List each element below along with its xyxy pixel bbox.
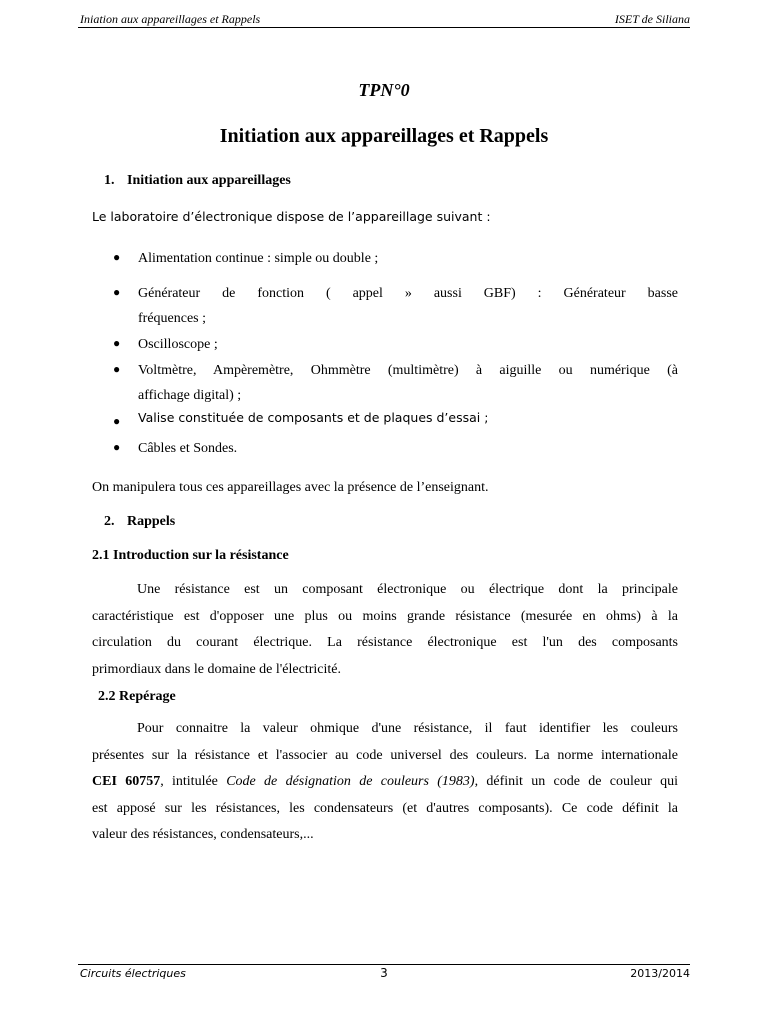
list-item: Générateur de fonction ( appel » aussi GBF) : Générateur basse	[138, 286, 678, 301]
paragraph-line: circulation du courant électrique. La résistance électronique est l'un des composants	[92, 635, 678, 651]
section1-number: 1.	[104, 173, 115, 188]
header-divider	[78, 27, 690, 28]
list-item-continuation: fréquences ;	[138, 311, 207, 326]
section1-title: Initiation aux appareillages	[127, 173, 291, 188]
norm-title: Code de désignation de couleurs (1983)	[226, 774, 475, 790]
section1-closing: On manipulera tous ces appareillages avec la présence de l’enseignant.	[92, 480, 489, 495]
page-title: Initiation aux appareillages et Rappels	[219, 125, 549, 147]
paragraph-line: Pour connaitre la valeur ohmique d'une résistance, il faut identifier les couleurs	[137, 721, 678, 736]
tp-number: TPN°0	[358, 80, 410, 100]
bullet-icon: ●	[113, 362, 121, 376]
footer-year: 2013/2014	[630, 967, 690, 980]
paragraph-line: Une résistance est un composant électronique ou électrique dont la principale	[137, 582, 678, 597]
bullet-icon: ●	[113, 250, 121, 264]
footer-divider	[78, 964, 690, 965]
bullet-icon: ●	[113, 440, 121, 454]
subsection-2-1-paragraph	[92, 577, 678, 683]
section2-title: Rappels	[127, 514, 176, 529]
list-item: Oscilloscope ;	[138, 337, 218, 352]
paragraph-line: valeur des résistances, condensateurs,...	[92, 827, 314, 843]
section2-number: 2.	[104, 514, 115, 529]
paragraph-line: caractéristique est d'opposer une plus ou moins grande résistance (mesurée en ohms) à la	[92, 608, 678, 624]
bullet-icon: ●	[113, 285, 121, 299]
paragraph-line: est apposé sur les résistances, les condensateurs (et d'autres composants). Ce code définit la	[92, 800, 678, 816]
subsection-2-2-paragraph	[92, 716, 678, 849]
subsection-2-1-title: 2.1 Introduction sur la résistance	[92, 548, 289, 563]
paragraph-line	[92, 769, 678, 796]
footer-course: Circuits électriques	[80, 967, 186, 980]
paragraph-line: présentes sur la résistance et l'associer au code universel des couleurs. La norme internationale	[92, 747, 678, 763]
list-item: Alimentation continue : simple ou double ;	[138, 251, 379, 266]
header-title: Iniation aux appareillages et Rappels	[80, 12, 261, 26]
bullet-icon: ●	[113, 336, 121, 350]
page-number: 3	[380, 966, 388, 980]
list-item: Câbles et Sondes.	[138, 441, 238, 456]
section1-intro: Le laboratoire d’électronique dispose de l’appareillage suivant :	[92, 209, 491, 224]
list-item: Valise constituée de composants et de plaques d’essai ;	[138, 410, 489, 425]
header-institution: ISET de Siliana	[614, 12, 690, 26]
text-run: , définit un code de couleur qui	[474, 774, 678, 790]
list-item: Voltmètre, Ampèremètre, Ohmmètre (multimètre) à aiguille ou numérique (à	[138, 363, 678, 378]
norm-reference: CEI 60757	[92, 774, 161, 790]
subsection-2-2-title: 2.2 Repérage	[98, 689, 176, 704]
list-item-continuation: affichage digital) ;	[138, 388, 242, 403]
bullet-icon: ●	[113, 414, 121, 428]
paragraph-line: primordiaux dans le domaine de l'électricité.	[92, 661, 341, 677]
text-run: , intitulée	[160, 774, 227, 790]
